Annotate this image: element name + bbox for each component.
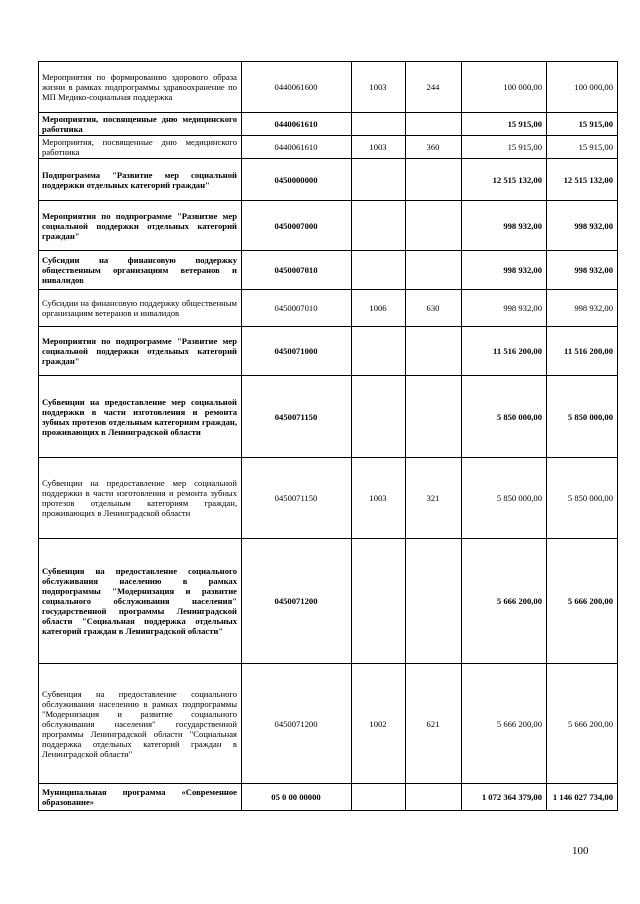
row-type bbox=[406, 251, 462, 290]
row-type bbox=[406, 201, 462, 251]
row-name: Мероприятия, посвященные дню медицинского работника bbox=[39, 136, 242, 159]
row-sum-year1: 1 072 364 379,00 bbox=[462, 784, 547, 811]
row-type: 630 bbox=[406, 290, 462, 327]
table-row bbox=[39, 327, 618, 376]
row-type bbox=[406, 327, 462, 376]
row-type: 360 bbox=[406, 136, 462, 159]
row-sum-year2: 5 666 200,00 bbox=[547, 539, 618, 664]
row-sum-year2: 11 516 200,00 bbox=[547, 327, 618, 376]
row-sum-year1: 15 915,00 bbox=[462, 136, 547, 159]
row-code: 0450071150 bbox=[242, 458, 352, 539]
table-row bbox=[39, 251, 618, 290]
row-sum-year1: 998 932,00 bbox=[462, 251, 547, 290]
row-sum-year2: 998 932,00 bbox=[547, 251, 618, 290]
table-row bbox=[39, 159, 618, 201]
row-section: 1003 bbox=[352, 62, 406, 113]
row-code: 0450071200 bbox=[242, 539, 352, 664]
table-row bbox=[39, 62, 618, 113]
row-type: 621 bbox=[406, 664, 462, 784]
row-section: 1003 bbox=[352, 136, 406, 159]
table-row bbox=[39, 458, 618, 539]
table-row bbox=[39, 664, 618, 784]
row-name: Субсидии на финансовую поддержку общественным организациям ветеранов и инвалидов bbox=[39, 251, 242, 290]
row-name: Подпрограмма "Развитие мер социальной поддержки отдельных категорий граждан" bbox=[39, 159, 242, 201]
page-number: 100 bbox=[572, 845, 589, 857]
row-section bbox=[352, 159, 406, 201]
row-code: 0440061600 bbox=[242, 62, 352, 113]
row-section bbox=[352, 251, 406, 290]
row-sum-year1: 5 850 000,00 bbox=[462, 376, 547, 458]
table-row bbox=[39, 376, 618, 458]
row-type bbox=[406, 539, 462, 664]
row-type bbox=[406, 784, 462, 811]
row-name: Мероприятия по подпрограмме "Развитие мер социальной поддержки отдельных категорий граждан" bbox=[39, 327, 242, 376]
row-type bbox=[406, 113, 462, 136]
table-row bbox=[39, 539, 618, 664]
row-type: 321 bbox=[406, 458, 462, 539]
row-name: Муниципальная программа «Современное образование» bbox=[39, 784, 242, 811]
row-sum-year2: 5 666 200,00 bbox=[547, 664, 618, 784]
row-section bbox=[352, 327, 406, 376]
row-sum-year2: 5 850 000,00 bbox=[547, 376, 618, 458]
row-sum-year1: 5 666 200,00 bbox=[462, 539, 547, 664]
row-code: 0450007010 bbox=[242, 251, 352, 290]
row-name: Субвенция на предоставление социального обслуживания населению в рамках подпрограммы "Модернизация и развитие социального обслуживания населения" государственной программы Ленинградской области "Социальная поддержка отдельных категорий граждан в Ленинградской области" bbox=[39, 539, 242, 664]
row-code: 0440061610 bbox=[242, 113, 352, 136]
row-sum-year2: 15 915,00 bbox=[547, 113, 618, 136]
row-name: Субсидии на финансовую поддержку общественным организациям ветеранов и инвалидов bbox=[39, 290, 242, 327]
row-name: Субвенции на предоставление мер социальной поддержки в части изготовления и ремонта зубных протезов отдельным категориям граждан, проживающих в Ленинградской области bbox=[39, 376, 242, 458]
row-section bbox=[352, 376, 406, 458]
row-name: Мероприятия, посвященные дню медицинского работника bbox=[39, 113, 242, 136]
row-sum-year1: 998 932,00 bbox=[462, 290, 547, 327]
budget-table bbox=[38, 61, 618, 811]
row-name: Субвенция на предоставление социального обслуживания населению в рамках подпрограммы "Модернизация и развитие социального обслуживания населения" государственной программы Ленинградской области "Социальная поддержка отдельных категорий граждан в Ленинградской области" bbox=[39, 664, 242, 784]
row-code: 05 0 00 00000 bbox=[242, 784, 352, 811]
row-section: 1002 bbox=[352, 664, 406, 784]
row-sum-year2: 1 146 027 734,00 bbox=[547, 784, 618, 811]
row-name: Мероприятия по подпрограмме "Развитие мер социальной поддержки отдельных категорий граждан" bbox=[39, 201, 242, 251]
row-sum-year2: 5 850 000,00 bbox=[547, 458, 618, 539]
row-code: 0450007010 bbox=[242, 290, 352, 327]
row-section bbox=[352, 201, 406, 251]
table-row bbox=[39, 201, 618, 251]
row-code: 0450071200 bbox=[242, 664, 352, 784]
row-name: Субвенции на предоставление мер социальной поддержки в части изготовления и ремонта зубных протезов отдельным категориям граждан, проживающих в Ленинградской области bbox=[39, 458, 242, 539]
row-sum-year2: 998 932,00 bbox=[547, 201, 618, 251]
row-code: 0440061610 bbox=[242, 136, 352, 159]
row-sum-year1: 998 932,00 bbox=[462, 201, 547, 251]
table-row bbox=[39, 290, 618, 327]
row-code: 0450071150 bbox=[242, 376, 352, 458]
row-type: 244 bbox=[406, 62, 462, 113]
row-code: 0450071000 bbox=[242, 327, 352, 376]
row-name: Мероприятия по формированию здорового образа жизни в рамках подпрограммы здравоохранение по МП Медико-социальная поддержка bbox=[39, 62, 242, 113]
row-sum-year1: 5 850 000,00 bbox=[462, 458, 547, 539]
row-sum-year1: 15 915,00 bbox=[462, 113, 547, 136]
row-code: 0450007000 bbox=[242, 201, 352, 251]
table-row bbox=[39, 136, 618, 159]
row-sum-year2: 998 932,00 bbox=[547, 290, 618, 327]
table-row bbox=[39, 784, 618, 811]
row-section bbox=[352, 784, 406, 811]
table-row bbox=[39, 113, 618, 136]
row-sum-year1: 11 516 200,00 bbox=[462, 327, 547, 376]
row-sum-year1: 12 515 132,00 bbox=[462, 159, 547, 201]
row-type bbox=[406, 376, 462, 458]
row-section bbox=[352, 113, 406, 136]
row-section: 1006 bbox=[352, 290, 406, 327]
row-sum-year1: 5 666 200,00 bbox=[462, 664, 547, 784]
row-section bbox=[352, 539, 406, 664]
row-sum-year2: 15 915,00 bbox=[547, 136, 618, 159]
row-section: 1003 bbox=[352, 458, 406, 539]
row-sum-year2: 100 000,00 bbox=[547, 62, 618, 113]
row-sum-year2: 12 515 132,00 bbox=[547, 159, 618, 201]
row-sum-year1: 100 000,00 bbox=[462, 62, 547, 113]
row-code: 0450000000 bbox=[242, 159, 352, 201]
row-type bbox=[406, 159, 462, 201]
